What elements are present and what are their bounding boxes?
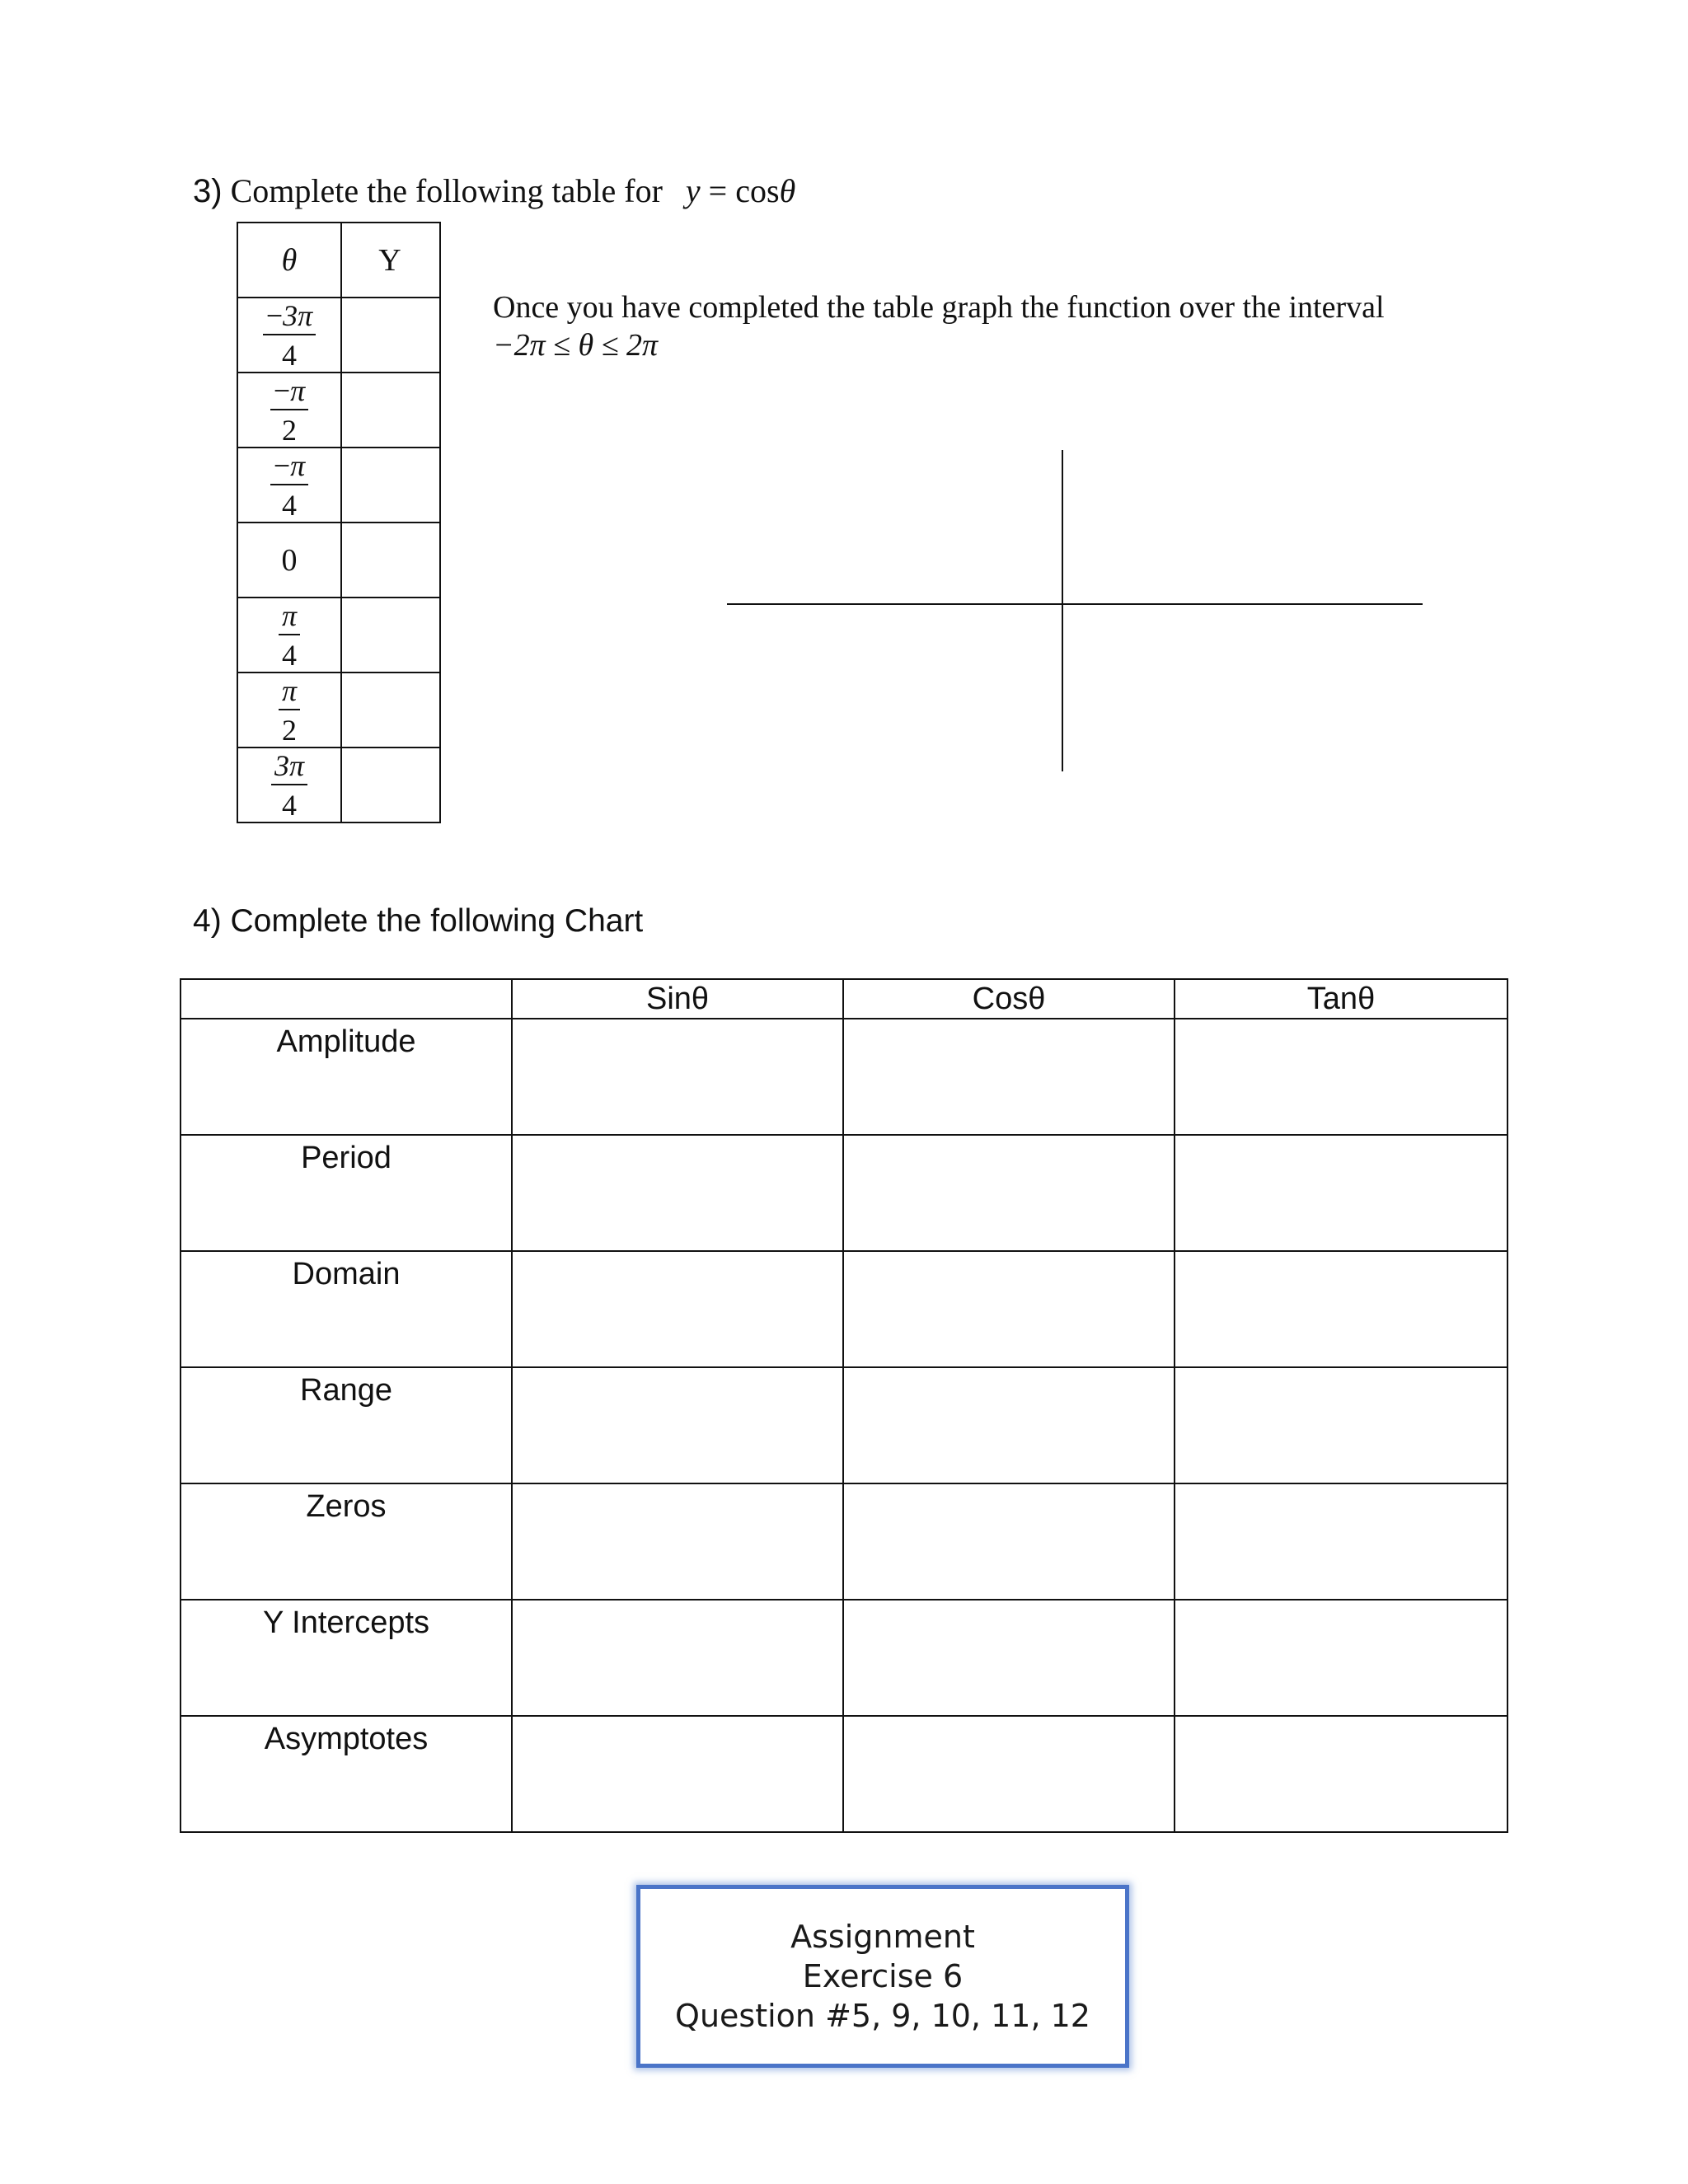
chart-cell-sin[interactable]	[513, 1368, 844, 1483]
fraction-denominator: 2	[281, 713, 297, 747]
fraction-numerator	[279, 673, 300, 709]
theta-value-cell	[238, 598, 342, 672]
theta-fraction	[279, 598, 300, 672]
fraction-numerator	[270, 448, 308, 484]
chart-header-cos: Cosθ	[844, 980, 1175, 1018]
chart-row-label: Asymptotes	[181, 1717, 513, 1831]
graph-instruction-line: Once you have completed the table graph the function over the interval	[493, 290, 1385, 325]
fraction-numerator-value: 3π	[283, 298, 313, 332]
chart-cell-sin[interactable]	[513, 1484, 844, 1599]
fraction-numerator-value: 3π	[274, 748, 305, 782]
fraction-numerator	[270, 373, 308, 409]
chart-row-label: Range	[181, 1368, 513, 1483]
chart-row	[181, 1136, 1507, 1252]
chart-cell-cos[interactable]	[844, 1136, 1175, 1250]
question-3-number: 3)	[193, 173, 223, 209]
question-4-heading: 4) Complete the following Chart	[193, 903, 644, 939]
fraction-denominator: 4	[281, 338, 297, 372]
fraction-numerator	[271, 748, 307, 784]
fraction-sign: −	[265, 298, 284, 332]
theta-column-header: θ	[238, 223, 342, 297]
fraction-numerator-value: π	[290, 373, 306, 407]
chart-row	[181, 1601, 1507, 1717]
theta-value-cell	[238, 523, 342, 597]
fraction-sign: −	[273, 448, 291, 482]
chart-header-row	[181, 980, 1507, 1019]
chart-cell-sin[interactable]	[513, 1019, 844, 1134]
chart-cell-cos[interactable]	[844, 1601, 1175, 1715]
chart-cell-tan[interactable]	[1175, 1717, 1507, 1831]
theta-table-row	[238, 448, 439, 523]
theta-table-row	[238, 373, 439, 448]
theta-value-cell	[238, 298, 342, 372]
trig-properties-chart	[180, 978, 1508, 1833]
equation-theta: θ	[779, 172, 796, 209]
fraction-denominator: 4	[281, 638, 297, 672]
chart-cell-tan[interactable]	[1175, 1136, 1507, 1250]
equation-lhs: y	[685, 172, 701, 209]
y-value-cell[interactable]	[342, 673, 438, 747]
theta-value-cell	[238, 673, 342, 747]
theta-fraction	[279, 673, 300, 747]
question-3-heading	[193, 166, 795, 216]
fraction-denominator: 4	[281, 788, 297, 822]
chart-cell-cos[interactable]	[844, 1019, 1175, 1134]
chart-row-label: Amplitude	[181, 1019, 513, 1134]
chart-cell-cos[interactable]	[844, 1368, 1175, 1483]
chart-cell-cos[interactable]	[844, 1252, 1175, 1366]
theta-table-row	[238, 298, 439, 373]
fraction-numerator	[279, 598, 300, 634]
theta-table-row	[238, 673, 439, 748]
theta-value-cell	[238, 448, 342, 522]
chart-cell-sin[interactable]	[513, 1601, 844, 1715]
theta-table-row	[238, 598, 439, 673]
chart-row	[181, 1368, 1507, 1484]
graph-interval: −2π ≤ θ ≤ 2π	[493, 328, 659, 363]
chart-cell-sin[interactable]	[513, 1717, 844, 1831]
assignment-questions: Question #5, 9, 10, 11, 12	[675, 1998, 1090, 2034]
assignment-title: Assignment	[790, 1919, 975, 1955]
y-axis-line	[1062, 450, 1063, 771]
chart-cell-tan[interactable]	[1175, 1601, 1507, 1715]
fraction-sign: −	[273, 373, 291, 407]
chart-row	[181, 1717, 1507, 1831]
chart-row-label: Period	[181, 1136, 513, 1250]
y-column-header: Y	[378, 242, 401, 278]
y-value-cell[interactable]	[342, 448, 438, 522]
chart-row-label: Domain	[181, 1252, 513, 1366]
graph-instruction	[493, 288, 1385, 364]
chart-header-blank	[181, 980, 513, 1018]
chart-row-label: Zeros	[181, 1484, 513, 1599]
theta-table-row	[238, 523, 439, 598]
theta-table-header-row	[238, 223, 439, 298]
chart-cell-tan[interactable]	[1175, 1252, 1507, 1366]
chart-cell-tan[interactable]	[1175, 1368, 1507, 1483]
question-3-prompt: Complete the following table for	[230, 172, 663, 209]
theta-fraction	[271, 748, 307, 822]
chart-row-label: Y Intercepts	[181, 1601, 513, 1715]
assignment-box	[636, 1885, 1129, 2068]
chart-row	[181, 1019, 1507, 1136]
theta-table	[237, 222, 441, 823]
y-value-cell[interactable]	[342, 598, 438, 672]
chart-cell-sin[interactable]	[513, 1136, 844, 1250]
chart-row	[181, 1484, 1507, 1601]
theta-fraction	[270, 448, 308, 522]
y-value-cell[interactable]	[342, 298, 438, 372]
fraction-numerator-value: π	[290, 448, 306, 482]
fraction-numerator-value: π	[281, 673, 298, 707]
x-axis-line	[727, 603, 1423, 605]
chart-cell-cos[interactable]	[844, 1717, 1175, 1831]
fraction-denominator: 4	[281, 488, 297, 522]
chart-header-sin: Sinθ	[513, 980, 844, 1018]
y-value-cell[interactable]	[342, 523, 438, 597]
y-value-cell[interactable]	[342, 373, 438, 447]
chart-cell-sin[interactable]	[513, 1252, 844, 1366]
chart-row	[181, 1252, 1507, 1368]
chart-cell-cos[interactable]	[844, 1484, 1175, 1599]
theta-fraction	[263, 298, 316, 372]
equation-cos: = cos	[700, 172, 780, 209]
theta-value-cell	[238, 373, 342, 447]
theta-fraction	[270, 373, 308, 447]
chart-cell-tan[interactable]	[1175, 1484, 1507, 1599]
fraction-numerator	[263, 298, 316, 334]
theta-value: 0	[281, 542, 298, 578]
theta-table-row	[238, 748, 439, 822]
chart-header-tan: Tanθ	[1306, 981, 1376, 1016]
fraction-numerator-value: π	[281, 598, 298, 632]
assignment-exercise: Exercise 6	[802, 1958, 964, 1994]
theta-value-cell	[238, 748, 342, 822]
fraction-denominator: 2	[281, 413, 297, 447]
chart-cell-tan[interactable]	[1175, 1019, 1507, 1134]
y-value-cell[interactable]	[342, 748, 438, 822]
question-3-equation	[686, 172, 795, 209]
